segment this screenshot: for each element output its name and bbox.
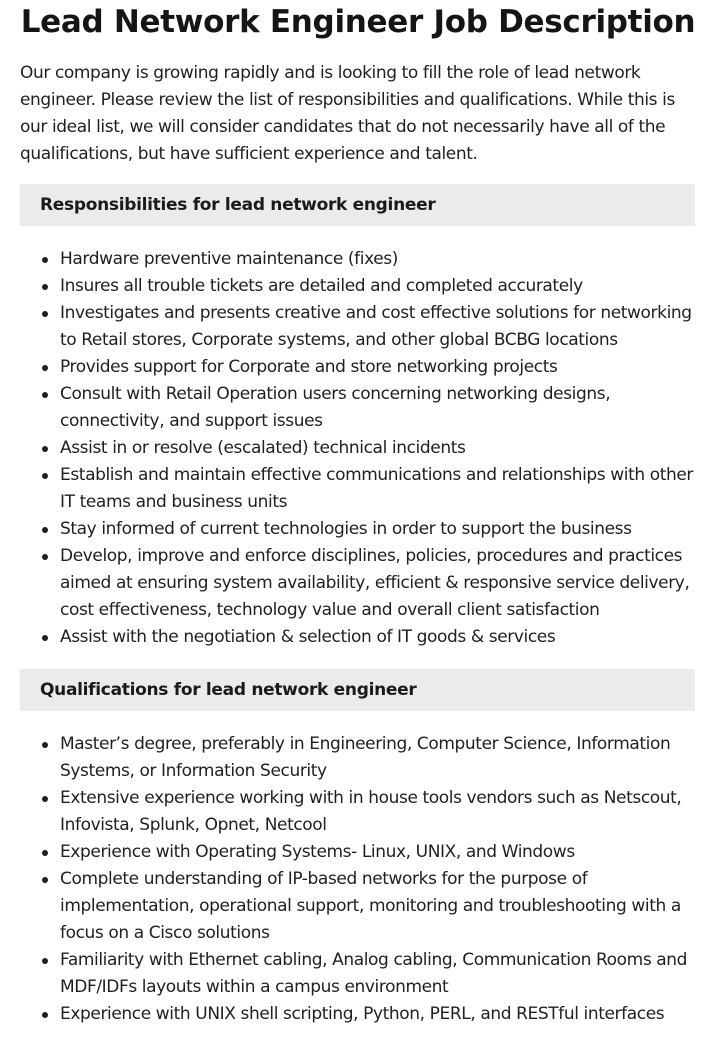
bullet-icon [42, 850, 48, 856]
list-item [20, 543, 696, 624]
list-item-text: Experience with UNIX shell scripting, Python, PERL, and RESTful interfaces [60, 1004, 665, 1024]
bullet-icon [42, 473, 48, 479]
responsibilities-list [20, 246, 696, 651]
list-item [20, 381, 696, 435]
bullet-icon [42, 365, 48, 371]
list-item [20, 1001, 696, 1028]
list-item-text: Extensive experience working with in house tools vendors such as Netscout, Infovista, Splunk, Opnet, Netcool [60, 788, 682, 835]
list-item-text: Master’s degree, preferably in Engineering, Computer Science, Information Systems, or Information Security [60, 734, 671, 781]
list-item-text: Provides support for Corporate and store networking projects [60, 357, 558, 377]
intro-paragraph: Our company is growing rapidly and is looking to fill the role of lead network engineer. Please review the list of responsibilities and qualifications. While this is our ideal list, we will consider candidates that do not necessarily have all of the qualifications, but have sufficient experience and talent. [20, 63, 675, 164]
responsibilities-heading: Responsibilities for lead network engineer [20, 184, 695, 226]
list-item-text: Stay informed of current technologies in order to support the business [60, 519, 632, 539]
list-item [20, 785, 696, 839]
list-item-text: Investigates and presents creative and cost effective solutions for networking to Retail stores, Corporate systems, and other global BCBG locations [60, 303, 692, 350]
list-item [20, 624, 696, 651]
list-item-text: Assist in or resolve (escalated) technical incidents [60, 438, 466, 458]
list-item-text: Experience with Operating Systems- Linux, UNIX, and Windows [60, 842, 575, 862]
list-item [20, 246, 696, 273]
bullet-icon [42, 554, 48, 560]
bullet-icon [42, 1012, 48, 1018]
bullet-icon [42, 877, 48, 883]
list-item-text: Familiarity with Ethernet cabling, Analog cabling, Communication Rooms and MDF/IDFs layouts within a campus environment [60, 950, 688, 997]
list-item-text: Hardware preventive maintenance (fixes) [60, 249, 398, 269]
bullet-icon [42, 392, 48, 398]
bullet-icon [42, 311, 48, 317]
list-item [20, 866, 696, 947]
bullet-icon [42, 527, 48, 533]
list-item-text: Complete understanding of IP-based networks for the purpose of implementation, operational support, monitoring and troubleshooting with a focus on a Cisco solutions [60, 869, 681, 943]
list-item [20, 462, 696, 516]
list-item [20, 354, 696, 381]
bullet-icon [42, 446, 48, 452]
list-item [20, 435, 696, 462]
bullet-icon [42, 796, 48, 802]
bullet-icon [42, 635, 48, 641]
bullet-icon [42, 284, 48, 290]
bullet-icon [42, 958, 48, 964]
list-item-text: Insures all trouble tickets are detailed and completed accurately [60, 276, 583, 296]
list-item [20, 839, 696, 866]
list-item [20, 300, 696, 354]
list-item [20, 273, 696, 300]
page-title: Lead Network Engineer Job Description [20, 4, 696, 40]
list-item-text: Develop, improve and enforce disciplines, policies, procedures and practices aimed at ensuring system availability, efficient & responsive service delivery, cost effectiveness, technology value and overall client satisfaction [60, 546, 690, 620]
list-item [20, 516, 696, 543]
bullet-icon [42, 742, 48, 748]
list-item [20, 731, 696, 785]
list-item-text: Establish and maintain effective communications and relationships with other IT teams and business units [60, 465, 694, 512]
list-item [20, 947, 696, 1001]
qualifications-heading: Qualifications for lead network engineer [20, 669, 695, 711]
bullet-icon [42, 257, 48, 263]
list-item-text: Consult with Retail Operation users concerning networking designs, connectivity, and support issues [60, 384, 611, 431]
qualifications-list [20, 731, 696, 1028]
list-item-text: Assist with the negotiation & selection of IT goods & services [60, 627, 556, 647]
